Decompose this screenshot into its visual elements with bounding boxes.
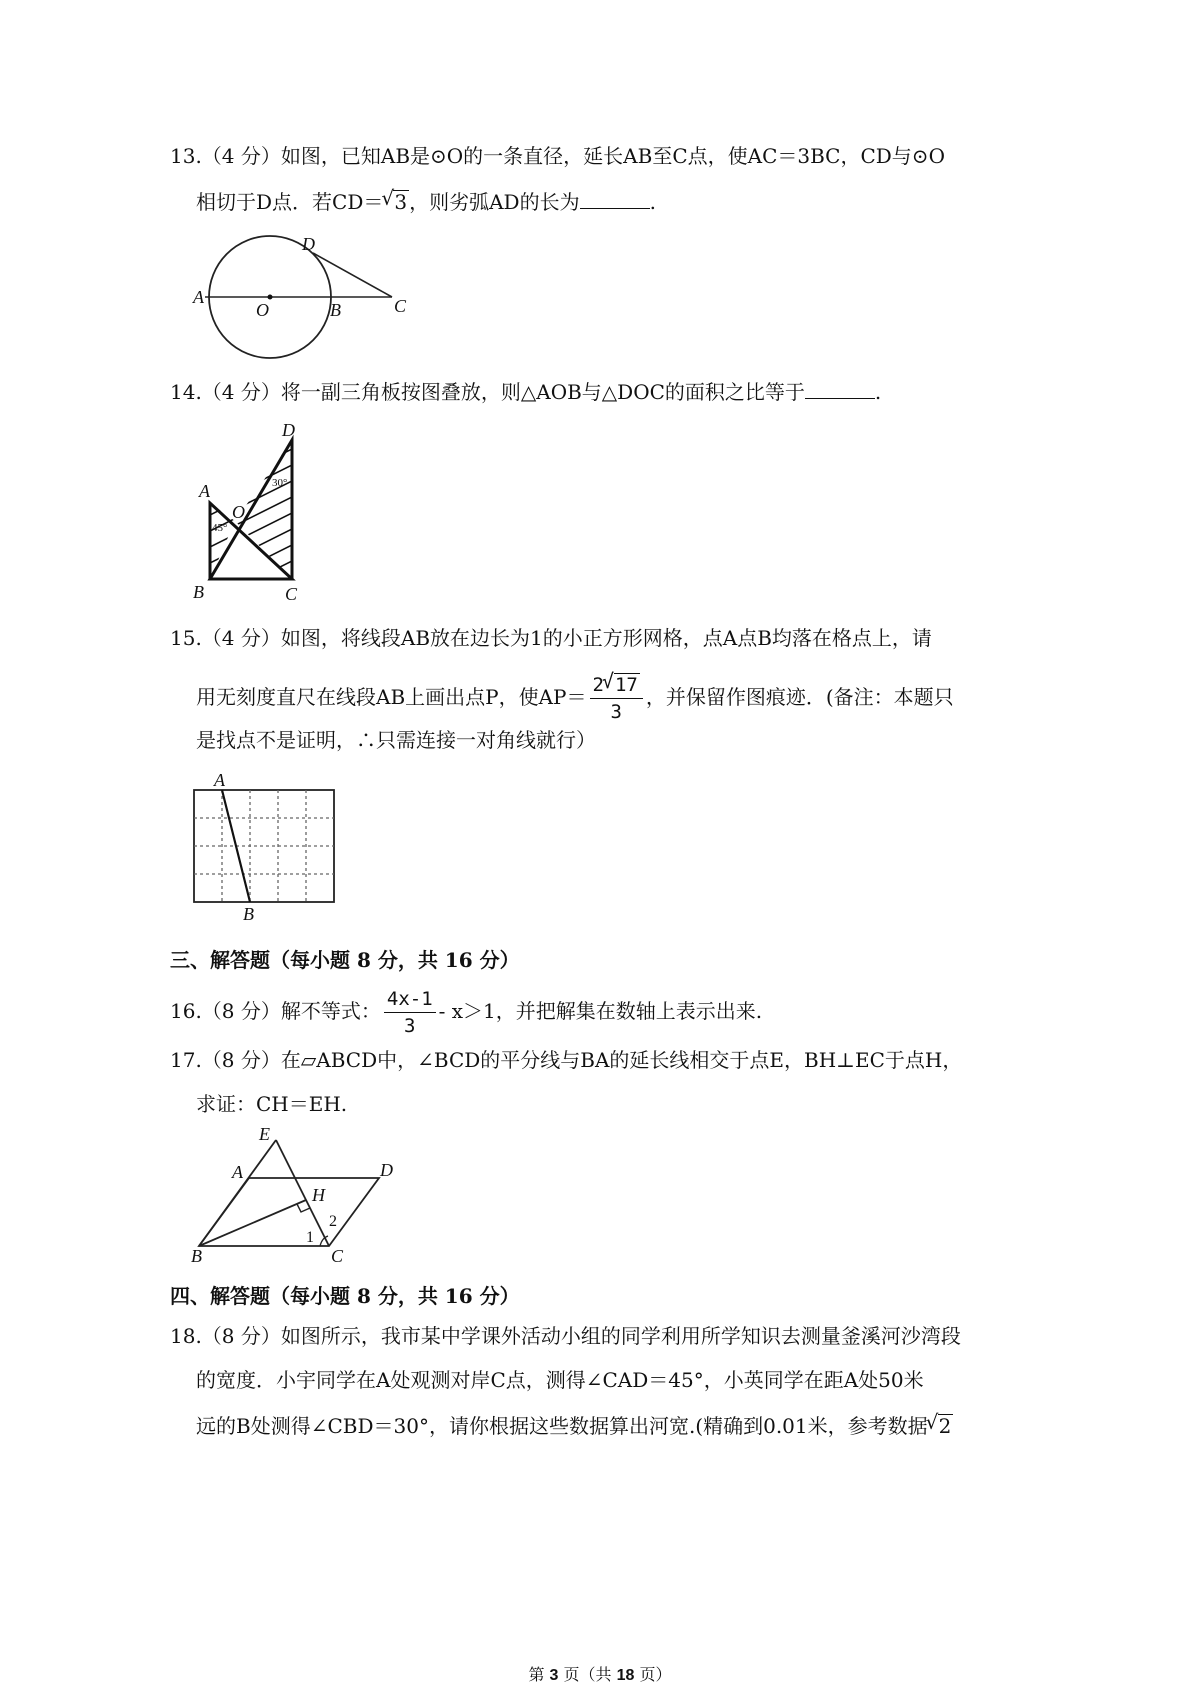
q16-frac-denominator: 3: [404, 1015, 416, 1037]
q16-frac-numerator: 4x-1: [384, 986, 436, 1013]
q13-label-B: B: [330, 300, 341, 320]
q15-line2-text-a: 用无刻度直尺在线段AB上画出点P，使AP＝: [196, 685, 587, 709]
q16-suffix: - x＞1，并把解集在数轴上表示出来.: [438, 999, 763, 1023]
q15-line3: 是找点不是证明，∴只需连接一对角线就行）: [196, 728, 596, 752]
q15-label-B: B: [243, 904, 254, 924]
section-4-title: 四、解答题（每小题 8 分，共 16 分）: [170, 1284, 520, 1308]
q14-label-B: B: [193, 582, 204, 602]
q17-label-B: B: [191, 1246, 202, 1266]
q15-frac-sqrt: √ 17: [614, 673, 640, 696]
q18-line1: 18.（8 分）如图所示，我市某中学课外活动小组的同学利用所学知识去测量釜溪河沙湾段: [170, 1324, 961, 1348]
q16-prefix: 16.（8 分）解不等式：: [170, 999, 381, 1023]
q14-line1-text-a: 14.（4 分）将一副三角板按图叠放，则△AOB与△DOC的面积之比等于: [170, 380, 805, 404]
q13-label-C: C: [394, 296, 407, 316]
q13-line1: 13.（4 分）如图，已知AB是⊙O的一条直径，延长AB至C点，使AC＝3BC，CD与⊙O: [170, 144, 945, 168]
q14-line1-text-b: .: [874, 380, 882, 404]
q13-line2-text-b: ，则劣弧AD的长为: [409, 190, 580, 214]
q17-parallelogram: [199, 1178, 379, 1246]
footer-mid: 页（共: [563, 1665, 612, 1684]
q14-label-O: O: [232, 502, 245, 522]
q18-line3-text: 远的B处测得∠CBD＝30°，请你根据这些数据算出河宽.(精确到0.01米，参考数据: [196, 1414, 928, 1438]
q13-line2-text-a: 相切于D点．若CD＝: [196, 190, 384, 214]
q17-line2: 求证：CH＝EH.: [196, 1092, 348, 1116]
q15-line1: 15.（4 分）如图，将线段AB放在边长为1的小正方形网格，点A点B均落在格点上，请: [170, 626, 932, 650]
q14-label-A: A: [199, 481, 210, 501]
q15-label-A: A: [214, 770, 225, 790]
q14-label-C: C: [285, 584, 298, 604]
q14-angle-45: 45°: [212, 522, 228, 534]
footer-total-pages: 18: [616, 1667, 635, 1684]
q13-line2-text-c: .: [649, 190, 656, 214]
q18-line3: [196, 1412, 953, 1440]
footer-page-number: 3: [549, 1667, 559, 1684]
q17-line1: 17.（8 分）在▱ABCD中，∠BCD的平分线与BA的延长线相交于点E，BH⊥EC于点H，: [170, 1048, 963, 1072]
q17-label-C: C: [331, 1246, 344, 1266]
q14-angle-30: 30°: [272, 477, 288, 489]
q17-label-1: 1: [306, 1229, 314, 1246]
q15-frac-denominator: 3: [610, 701, 622, 723]
q17-label-H: H: [312, 1185, 325, 1205]
q18-sqrt: √ 2: [938, 1414, 954, 1437]
q13-label-D: D: [302, 234, 315, 254]
section-3-title: 三、解答题（每小题 8 分，共 16 分）: [170, 948, 520, 972]
q17-label-2: 2: [329, 1213, 337, 1230]
footer-pre: 第: [528, 1665, 545, 1684]
q17-label-E: E: [259, 1124, 270, 1144]
page-footer: [0, 1662, 1200, 1685]
q13-label-O: O: [256, 300, 269, 320]
q18-line2: 的宽度．小宇同学在A处观测对岸C点，测得∠CAD＝45°，小英同学在距A处50米: [196, 1368, 924, 1392]
q15-frac-coef: 2: [592, 674, 604, 696]
q17-label-D: D: [380, 1160, 393, 1180]
q17-label-A: A: [232, 1162, 243, 1182]
q14-label-D: D: [282, 420, 295, 440]
q13-sqrt: √ 3: [393, 190, 409, 213]
footer-post: 页）: [639, 1665, 672, 1684]
q13-label-A: A: [193, 287, 204, 307]
q15-line2-text-b: ，并保留作图痕迹．(备注：本题只: [645, 685, 954, 709]
